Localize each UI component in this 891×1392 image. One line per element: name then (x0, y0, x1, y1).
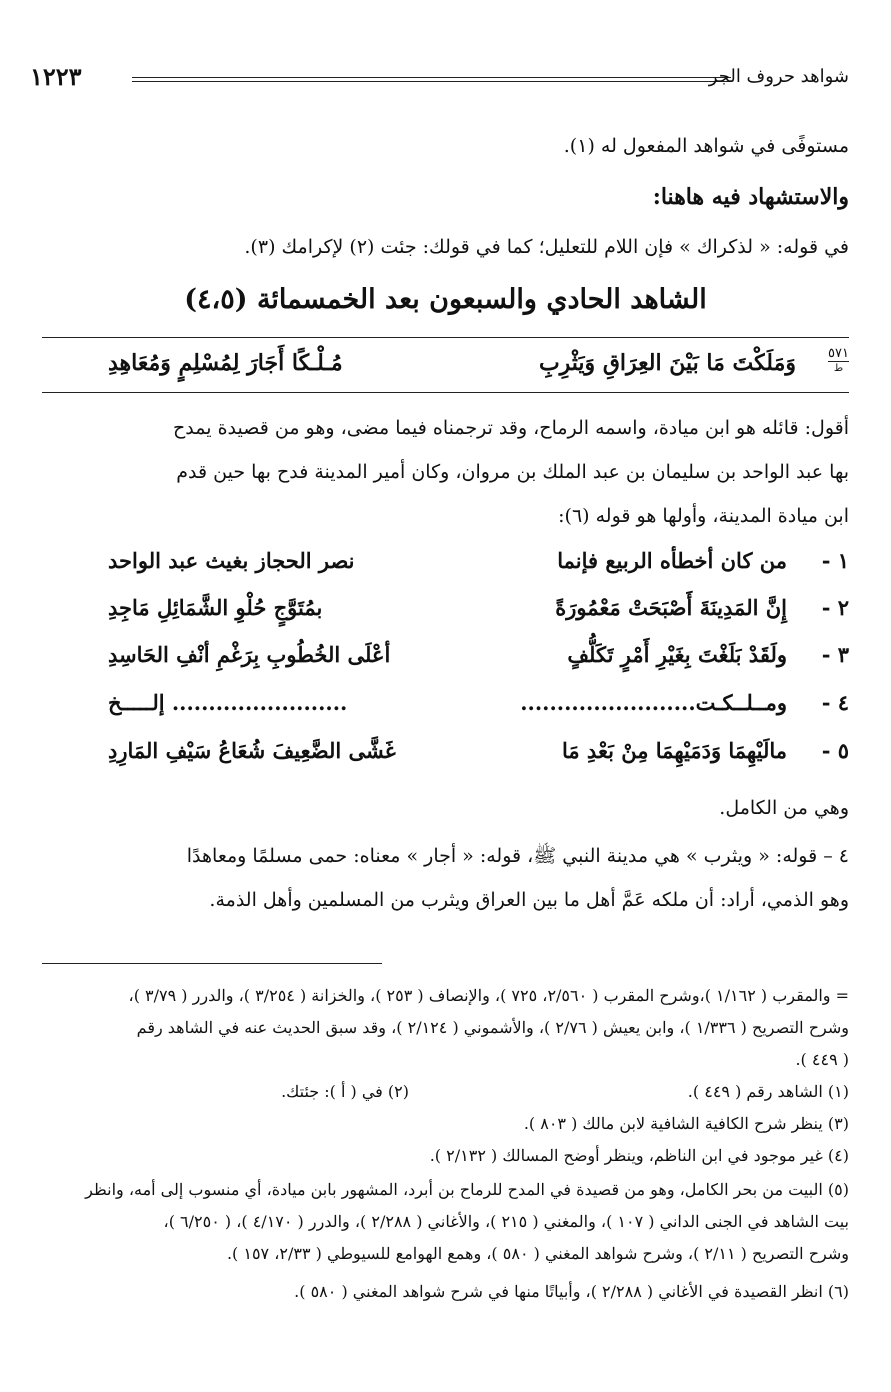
paragraph-line: بها عبد الواحد بن سليمان بن عبد الملك بن مروان، وكان أمير المدينة فدح بها حين قدم (176, 461, 849, 483)
footnote-2: (٢) في ( أ ): جئتك. (281, 1082, 409, 1101)
poem-line (42, 642, 849, 682)
verse-number-value: ٥٧١ (828, 346, 849, 361)
poem-line-number: ٥ - (821, 738, 849, 763)
footnote-6: (٦) انظر القصيدة في الأغاني ( ٢/٢٨٨ )، وأبياتًا منها في شرح شواهد المغني ( ٥٨٠ ). (294, 1282, 849, 1301)
footnote-5-line: (٥) البيت من بحر الكامل، وهو من قصيدة في المدح للرماح بن أبرد، المشهور بابن ميادة، أي منسوب إلى أمه، وانظر (85, 1180, 849, 1199)
footnote-3: (٣) ينظر شرح الكافية الشافية لابن مالك ( ٨٠٣ ). (523, 1114, 849, 1133)
poem-line (42, 595, 849, 635)
paragraph-line: وهو الذمي، أراد: أن ملكه عَمَّ أهل ما بين العراق ويثرب من المسلمين وأهل الذمة. (209, 889, 849, 911)
poem-hemistich-a: ومــلــكـت........................ (520, 690, 787, 715)
body-line-1: مستوفًى في شواهد المفعول له (١). (563, 135, 849, 157)
footnote-line: ( ٤٤٩ ). (795, 1050, 849, 1069)
verse-bottom-rule (42, 392, 849, 393)
footnote-rule (42, 963, 382, 964)
verse-number (828, 347, 849, 376)
paragraph-line: أقول: قائله هو ابن ميادة، واسمه الرماح، وقد ترجمناه فيما مضى، وهو من قصيدة يمدح (173, 417, 849, 439)
body-line-3: في قوله: « لذكراك » فإن اللام للتعليل؛ كما في قولك: جئت (٢) لإكرامك (٣). (244, 236, 849, 258)
poem-hemistich-b: بمُتَوَّجٍ حُلْوِ الشَّمَائِلِ مَاجِدِ (108, 595, 323, 620)
verse-hemistich-1: وَمَلَكْتَ مَا بَيْنَ العِرَاقِ وَيَثْرِبِ (538, 350, 796, 376)
footnote-line: = والمقرب ( ١/١٦٢ )،وشرح المقرب ( ٢/٥٦٠، ٧٢٥ )، والإنصاف ( ٢٥٣ )، والخزانة ( ٣/٢٥٤ )، والدرر ( ٣/٧٩ )، (128, 986, 849, 1005)
poem-hemistich-a: إِنَّ المَدِينَةَ أَصْبَحَتْ مَعْمُورَةً (555, 595, 787, 620)
poem-hemistich-a: من كان أخطأه الربيع فإنما (557, 548, 787, 573)
footnote-line (30, 1076, 849, 1107)
header-rule (132, 77, 731, 82)
subheading: والاستشهاد فيه هاهنا: (652, 184, 849, 210)
poem-line-number: ٣ - (821, 642, 849, 667)
poem-hemistich-b: غَشَّى الضَّعِيفَ شُعَاعُ سَيْفِ المَارِدِ (108, 738, 396, 763)
running-title: شواهد حروف الجر (708, 66, 849, 87)
poem-hemistich-a: مالَيْهِمَا وَدَمَيْهِمَا مِنْ بَعْدِ مَا (561, 738, 787, 763)
footnote-1: (١) الشاهد رقم ( ٤٤٩ ). (687, 1082, 849, 1101)
page-number: ١٢٢٣ (30, 62, 82, 91)
poem-hemistich-a: ولَقَدْ بَلَغْتَ بِغَيْرِ أَمْرٍ تَكَلُّفٍ (567, 642, 787, 667)
poem-line-number: ٢ - (821, 595, 849, 620)
poem-line-number: ٤ - (821, 690, 849, 715)
meter-note: وهي من الكامل. (719, 797, 849, 819)
verse-hemistich-2: مُـلْـكًا أَجَارَ لِمُسْلِمٍ وَمُعَاهِدِ (108, 350, 343, 376)
poem-line-number: ١ - (821, 548, 849, 573)
poem-line (42, 548, 849, 588)
poem-hemistich-b: أعْلَى الخُطُوبِ بِرَغْمِ أنْفِ الحَاسِدِ (108, 642, 391, 667)
poem-hemistich-b: ........................ إلـــــخ (108, 690, 348, 715)
poem-hemistich-b: نصر الحجاز بغيث عبد الواحد (108, 548, 355, 573)
paragraph-line: ابن ميادة المدينة، وأولها هو قوله (٦): (558, 505, 849, 527)
footnote-line: وشرح التصريح ( ١/٣٣٦ )، وابن يعيش ( ٢/٧٦ )، والأشموني ( ٢/١٢٤ )، وقد سبق الحديث عنه في الشاهد رقم (136, 1018, 849, 1037)
footnote-4: (٤) غير موجود في ابن الناظم، وينظر أوضح المسالك ( ٢/١٣٢ ). (429, 1146, 849, 1165)
poem-line (42, 738, 849, 778)
footnote-5-line: بيت الشاهد في الجنى الداني ( ١٠٧ )، والمغني ( ٢١٥ )، والأغاني ( ٢/٢٨٨ )، والدرر ( ٤/١٧٠ )، ( ٦/٢٥٠ )، (163, 1212, 849, 1231)
section-title: الشاهد الحادي والسبعون بعد الخمسمائة (٤،٥) (184, 284, 707, 315)
paragraph-line: ٤ – قوله: « ويثرب » هي مدينة النبي ﷺ، قوله: « أجار » معناه: حمى مسلمًا ومعاهدًا (186, 845, 849, 867)
poem-line (42, 690, 849, 730)
verse-top-rule (42, 337, 849, 338)
footnote-5-line: وشرح التصريح ( ٢/١١ )، وشرح شواهد المغني ( ٥٨٠ )، وهمع الهوامع للسيوطي ( ٢/٣٣، ١٥٧ ). (226, 1244, 849, 1263)
verse-meter-mark: ط (828, 361, 849, 376)
